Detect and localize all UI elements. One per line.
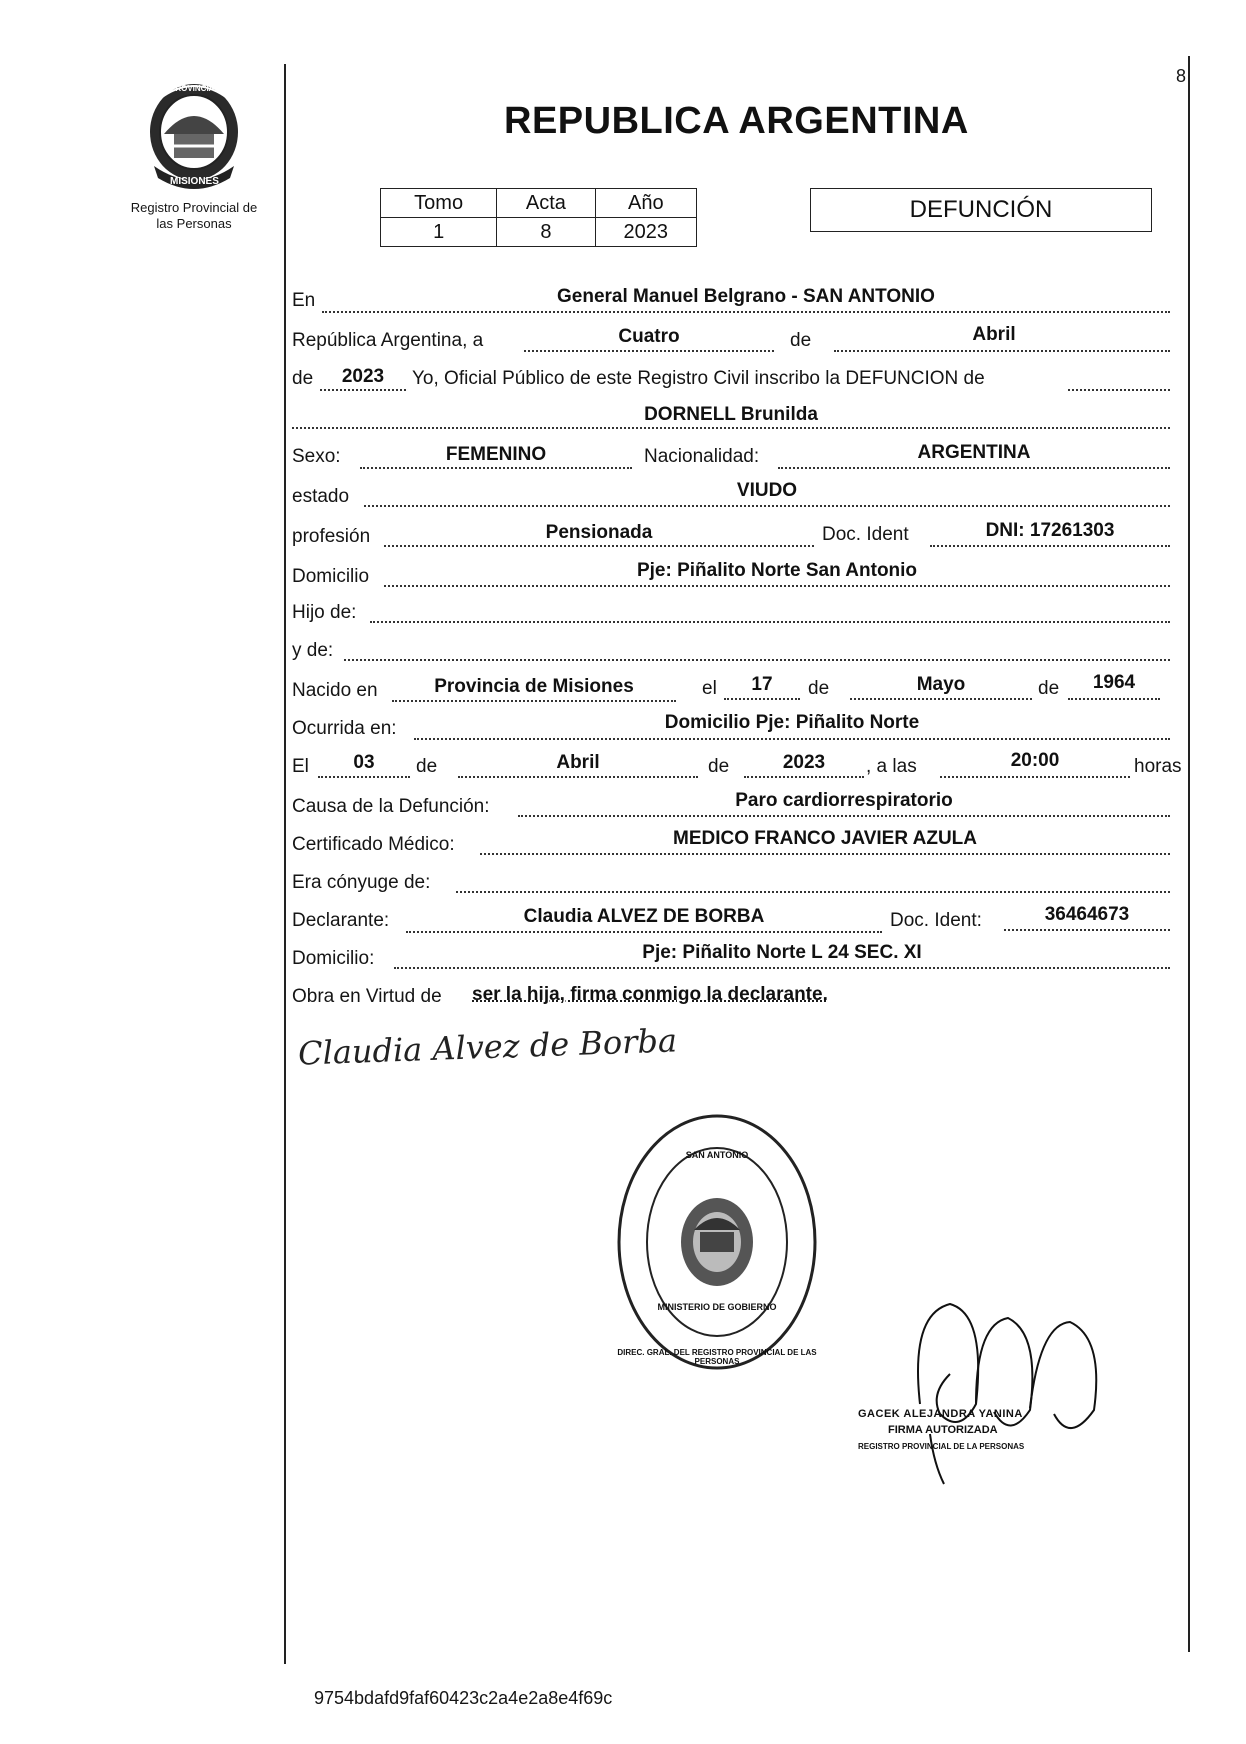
value-domicilio2: Pje: Piñalito Norte L 24 SEC. XI (642, 942, 922, 963)
declarant-signature: Claudia Alvez de Borba (297, 1021, 678, 1073)
label-hijo-de: Hijo de: (292, 602, 357, 623)
record-header-acta: Acta (497, 189, 595, 218)
dots-doc2 (1004, 929, 1170, 931)
label-yo: Yo, Oficial Público de este Registro Civil inscribo la DEFUNCION de (412, 368, 985, 389)
document-hash: 9754bdafd9faf60423c2a4e2a8e4f69c (314, 1688, 613, 1708)
value-month: Abril (972, 324, 1016, 345)
record-header-anio: Año (595, 189, 696, 218)
dots-domicilio2 (394, 967, 1170, 969)
label-a-las: , a las (866, 756, 917, 777)
dots-doc (930, 545, 1170, 547)
label-republica: República Argentina, a (292, 330, 484, 351)
dots-certificado (480, 853, 1170, 855)
label-ocurrida-en: Ocurrida en: (292, 718, 397, 739)
label-de-year: de (292, 368, 314, 389)
province-emblem (140, 78, 248, 190)
value-declarante: Claudia ALVEZ DE BORBA (523, 906, 765, 927)
dots-place (322, 311, 1170, 313)
label-estado: estado (292, 486, 350, 507)
seal-inner-text: MINISTERIO DE GOBIERNO (657, 1302, 777, 1312)
dots-day-words (524, 350, 774, 352)
official-office: REGISTRO PROVINCIAL DE LA PERSONAS (858, 1442, 1025, 1451)
value-death-day: 03 (353, 752, 375, 773)
label-de-death-year: de (708, 756, 730, 777)
left-margin-line (284, 64, 286, 1664)
dots-yo-tail (1068, 389, 1170, 391)
value-year: 2023 (341, 366, 385, 387)
value-deceased-name: DORNELL Brunilda (644, 404, 818, 425)
dots-y-de (344, 659, 1170, 661)
value-nacionalidad: ARGENTINA (917, 442, 1031, 463)
registry-name-line1: Registro Provincial de (130, 200, 258, 215)
value-death-year: 2023 (782, 752, 826, 773)
label-domicilio-2: Domicilio: (292, 948, 375, 969)
label-domicilio: Domicilio (292, 566, 370, 587)
value-certificado: MEDICO FRANCO JAVIER AZULA (673, 828, 977, 849)
label-de-month: de (790, 330, 812, 351)
value-causa: Paro cardiorrespiratorio (735, 790, 953, 811)
label-el-birth: el (702, 678, 717, 699)
emblem-text-bottom: MISIONES (170, 176, 219, 187)
official-title: FIRMA AUTORIZADA (888, 1424, 998, 1436)
dots-death-year (744, 776, 864, 778)
label-nacido-en: Nacido en (292, 680, 378, 701)
dots-estado (364, 505, 1170, 507)
dots-conyuge (456, 891, 1170, 893)
registry-name-line2: las Personas (156, 216, 232, 231)
dots-birth-month (850, 698, 1032, 700)
label-de-birth-month: de (808, 678, 830, 699)
page-number: 8 (1176, 66, 1187, 86)
label-sexo: Sexo: (292, 446, 341, 467)
value-ocurrida: Domicilio Pje: Piñalito Norte (664, 712, 920, 733)
right-margin-line (1188, 56, 1190, 1652)
record-value-anio: 2023 (595, 218, 696, 247)
label-de-birth-year: de (1038, 678, 1060, 699)
label-profesion: profesión (292, 526, 371, 547)
dots-nacionalidad (778, 467, 1170, 469)
dots-hora (940, 776, 1130, 778)
page-title: REPUBLICA ARGENTINA (504, 100, 969, 142)
value-death-month: Abril (556, 752, 600, 773)
value-birth-year: 1964 (1092, 672, 1136, 693)
emblem-text-top: PROVINCIA DE (170, 84, 228, 93)
label-y-de: y de: (292, 640, 334, 661)
dots-month (834, 350, 1170, 352)
label-en: En (292, 290, 316, 311)
label-nacionalidad: Nacionalidad: (644, 446, 760, 467)
dots-name (292, 427, 1170, 429)
seal-outer-text: DIREC. GRAL. DEL REGISTRO PROVINCIAL DE LAS PERSONAS (617, 1348, 817, 1366)
value-nacido-lugar: Provincia de Misiones (434, 676, 634, 697)
dots-birth-day (724, 698, 800, 700)
label-certificado: Certificado Médico: (292, 834, 455, 855)
official-seal (614, 1110, 820, 1374)
dots-birth-year (1068, 698, 1160, 700)
dots-causa (518, 815, 1170, 817)
dots-declarante (406, 931, 882, 933)
value-doc: DNI: 17261303 (985, 520, 1115, 541)
dots-hijo-de (370, 621, 1170, 623)
value-hora: 20:00 (1010, 750, 1060, 771)
dots-year (320, 389, 406, 391)
label-doc-ident: Doc. Ident (822, 524, 909, 545)
dots-profesion (384, 545, 814, 547)
value-obra-virtud: ser la hija, firma conmigo la declarante. (472, 984, 828, 1005)
dots-death-month (458, 776, 698, 778)
record-table (380, 188, 697, 247)
record-value-tomo: 1 (381, 218, 497, 247)
value-estado: VIUDO (736, 480, 798, 501)
value-place: General Manuel Belgrano - SAN ANTONIO (557, 286, 935, 307)
value-birth-month: Mayo (916, 674, 966, 695)
record-value-acta: 8 (497, 218, 595, 247)
record-header-tomo: Tomo (381, 189, 497, 218)
label-el-death: El (292, 756, 309, 777)
label-obra-virtud: Obra en Virtud de (292, 986, 442, 1007)
label-horas: horas (1134, 756, 1182, 777)
label-conyuge: Era cónyuge de: (292, 872, 431, 893)
value-domicilio: Pje: Piñalito Norte San Antonio (636, 560, 918, 581)
value-doc2: 36464673 (1044, 904, 1130, 925)
official-signature (890, 1294, 1116, 1490)
official-name: GACEK ALEJANDRA YANINA (858, 1408, 1023, 1420)
value-profesion: Pensionada (545, 522, 653, 543)
dots-nacido-lugar (392, 700, 676, 702)
value-birth-day: 17 (751, 674, 773, 695)
value-sexo: FEMENINO (445, 444, 547, 465)
label-declarante: Declarante: (292, 910, 390, 931)
record-type-box: DEFUNCIÓN (810, 188, 1152, 232)
dots-domicilio (384, 585, 1170, 587)
label-doc-ident-2: Doc. Ident: (890, 910, 982, 931)
seal-top-text: SAN ANTONIO (685, 1150, 749, 1160)
value-day-words: Cuatro (618, 326, 680, 347)
dots-sexo (360, 467, 632, 469)
label-causa: Causa de la Defunción: (292, 796, 490, 817)
dots-death-day (318, 776, 410, 778)
label-de-death-month: de (416, 756, 438, 777)
dots-ocurrida (414, 738, 1170, 740)
